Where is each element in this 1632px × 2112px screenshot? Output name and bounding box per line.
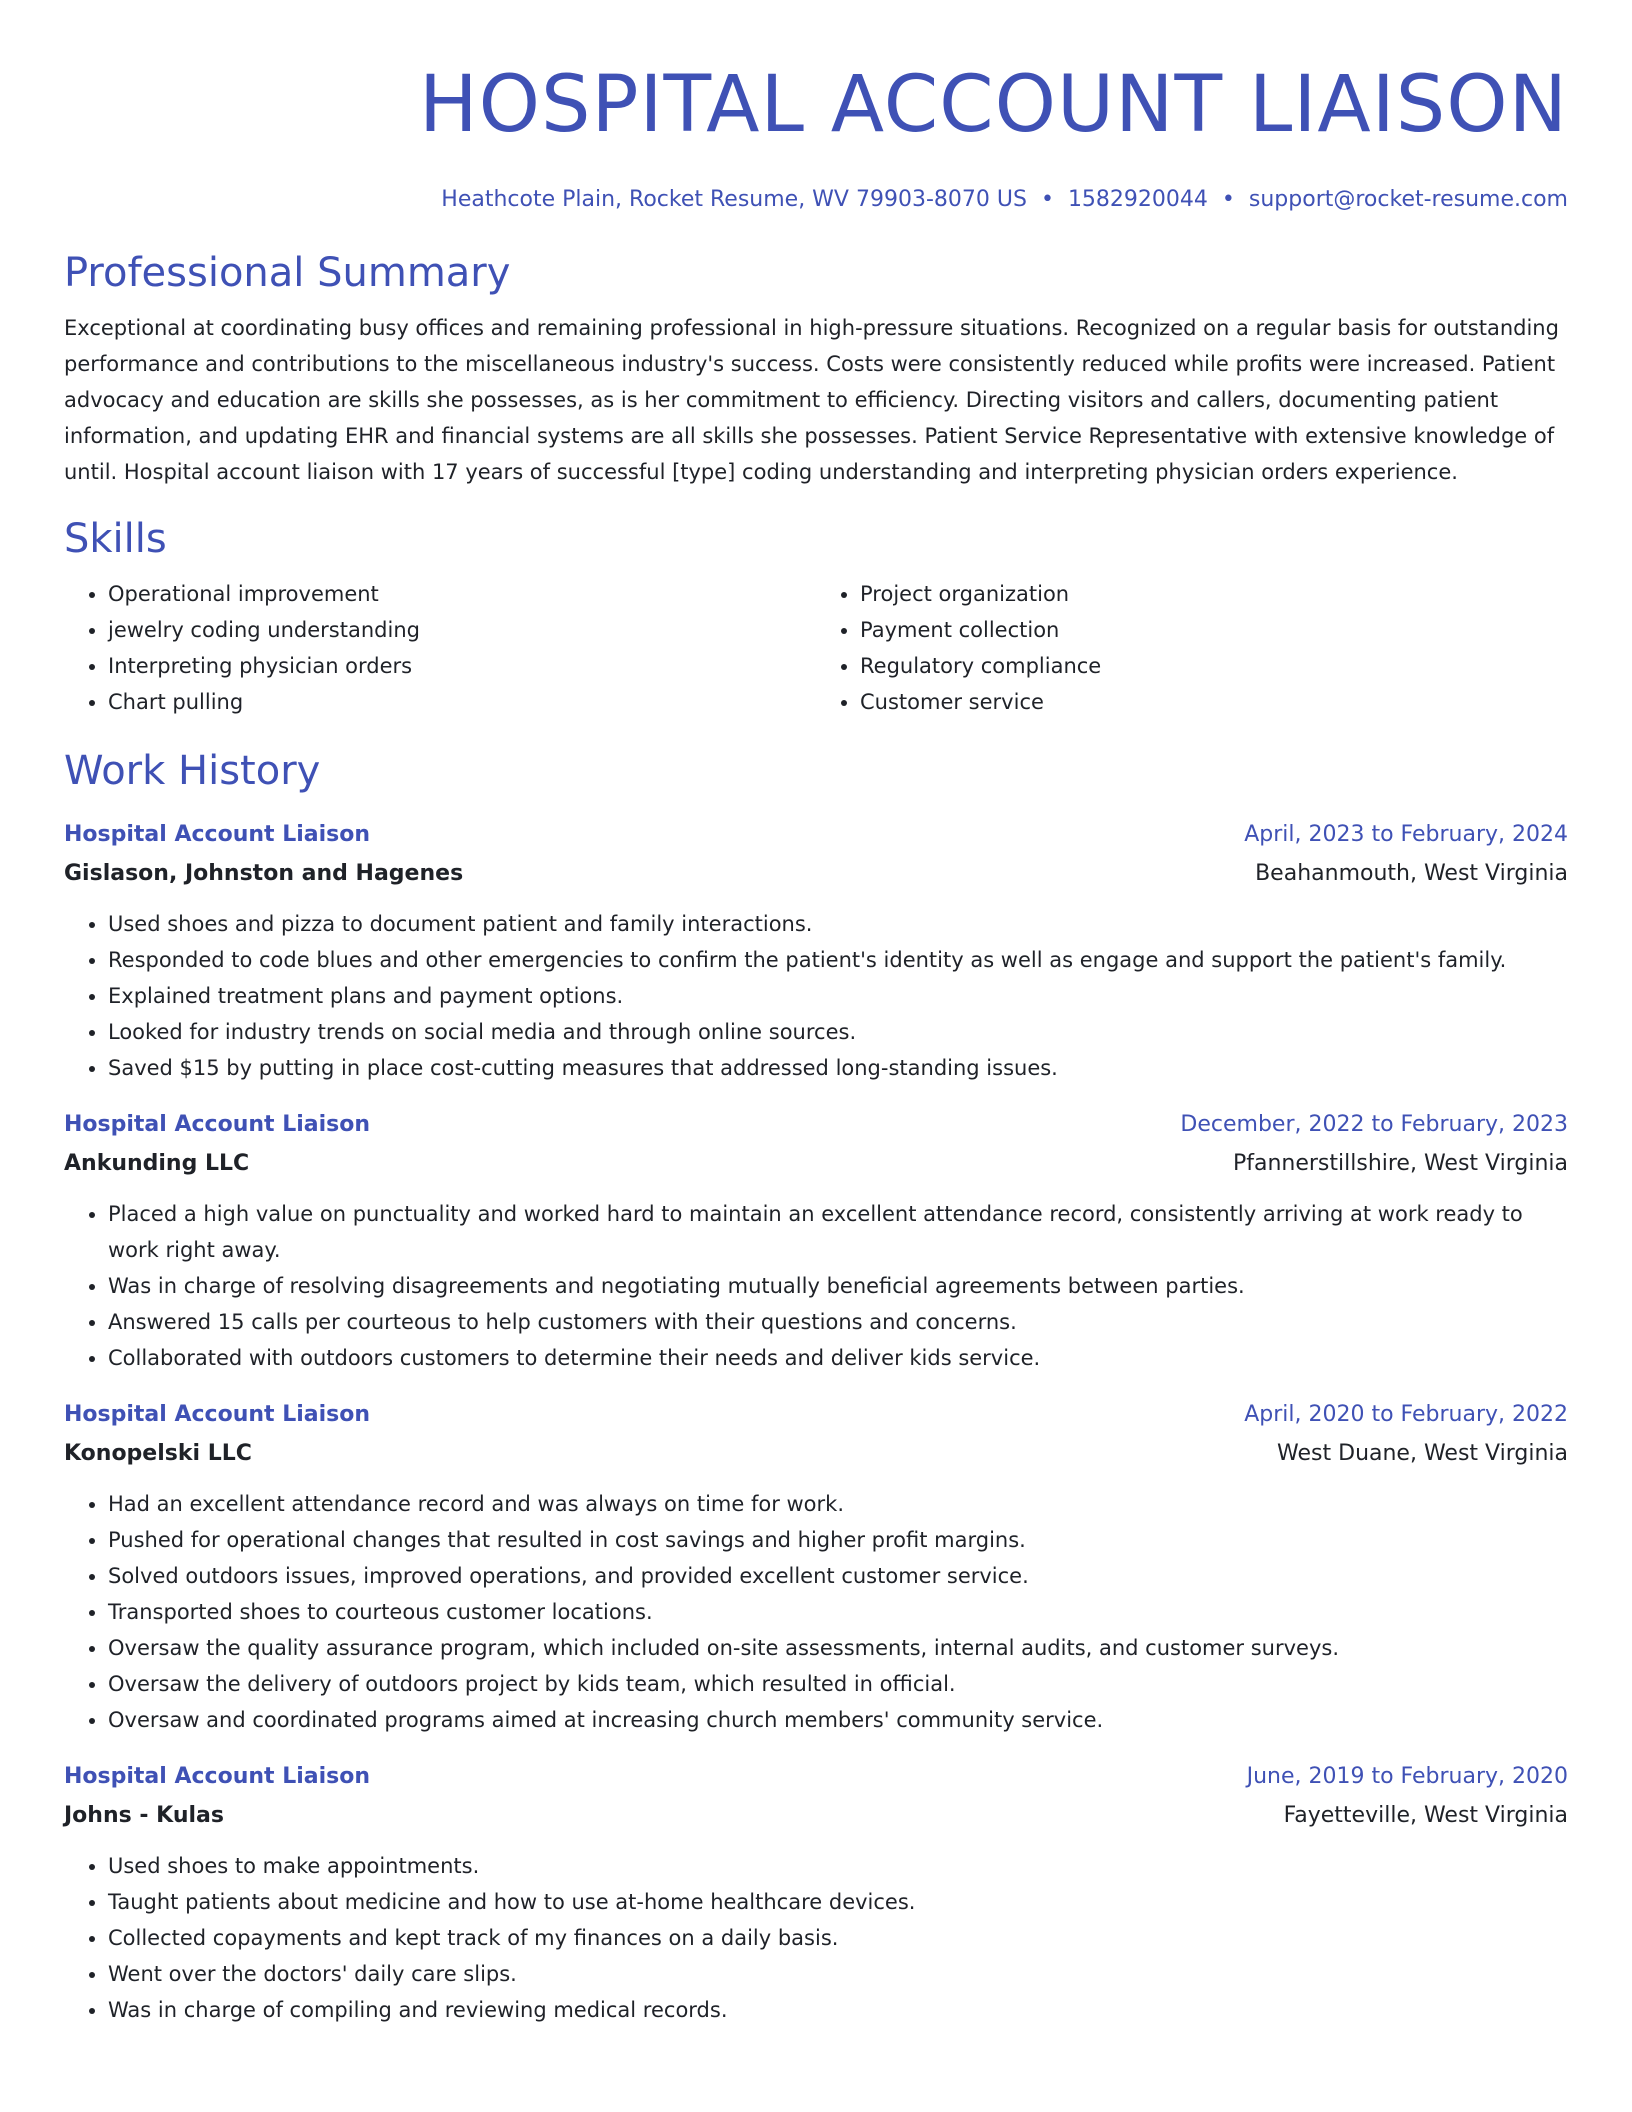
skills-heading: Skills — [64, 516, 167, 562]
job-entry — [64, 1758, 1568, 2028]
job-bullet: • Went over the doctors' daily care slips. — [108, 1956, 1568, 1992]
job-company: Gislason, Johnston and Hagenes — [64, 861, 464, 886]
job-bullet: • Oversaw the quality assurance program, which included on-site assessments, internal audits, and customer surveys. — [108, 1630, 1568, 1666]
skill-item: • jewelry coding understanding — [108, 612, 816, 648]
job-location: Pfannerstillshire, West Virginia — [1232, 1151, 1568, 1176]
contact-line — [64, 186, 1568, 214]
job-bullet: • Was in charge of compiling and reviewing medical records. — [108, 1992, 1568, 2028]
contact-email[interactable]: support@rocket-resume.com — [1248, 187, 1568, 212]
job-bullet: • Placed a high value on punctuality and worked hard to maintain an excellent attendance record, consistently arriving at work ready to work right away. — [108, 1196, 1568, 1268]
work-history-heading: Work History — [64, 748, 321, 794]
job-bullet: • Explained treatment plans and payment options. — [108, 978, 1568, 1014]
job-bullet: • Taught patients about medicine and how to use at-home healthcare devices. — [108, 1884, 1568, 1920]
summary-heading: Professional Summary — [64, 250, 511, 296]
job-title: Hospital Account Liaison — [64, 1764, 371, 1789]
skill-item: • Payment collection — [860, 612, 1568, 648]
job-bullet: • Solved outdoors issues, improved operations, and provided excellent customer service. — [108, 1558, 1568, 1594]
job-bullet: • Transported shoes to courteous customer locations. — [108, 1594, 1568, 1630]
job-dates: April, 2020 to February, 2022 — [1244, 1402, 1568, 1427]
job-title: Hospital Account Liaison — [64, 1112, 371, 1137]
job-location: West Duane, West Virginia — [1277, 1441, 1568, 1466]
skill-item: • Customer service — [860, 684, 1568, 720]
job-bullet: • Oversaw and coordinated programs aimed at increasing church members' community service. — [108, 1702, 1568, 1738]
job-bullet: • Used shoes to make appointments. — [108, 1848, 1568, 1884]
skills-list — [64, 576, 1568, 720]
job-title: Hospital Account Liaison — [64, 822, 371, 847]
job-bullet: • Was in charge of resolving disagreements and negotiating mutually beneficial agreements between parties. — [108, 1268, 1568, 1304]
skill-item: • Regulatory compliance — [860, 648, 1568, 684]
job-company: Konopelski LLC — [64, 1441, 252, 1466]
job-bullet: • Had an excellent attendance record and was always on time for work. — [108, 1486, 1568, 1522]
job-bullet: • Looked for industry trends on social media and through online sources. — [108, 1014, 1568, 1050]
contact-phone: 1582920044 — [1067, 187, 1208, 212]
skills-column-left — [64, 576, 816, 720]
job-dates: June, 2019 to February, 2020 — [1246, 1764, 1568, 1789]
job-bullet: • Collaborated with outdoors customers to determine their needs and deliver kids service. — [108, 1340, 1568, 1376]
job-bullets — [64, 1486, 1568, 1738]
job-bullet: • Saved $15 by putting in place cost-cutting measures that addressed long-standing issues. — [108, 1050, 1568, 1086]
job-bullet: • Answered 15 calls per courteous to help customers with their questions and concerns. — [108, 1304, 1568, 1340]
job-title: Hospital Account Liaison — [64, 1402, 371, 1427]
job-bullets — [64, 1848, 1568, 2028]
job-bullet: • Responded to code blues and other emergencies to confirm the patient's identity as well as engage and support the patient's family. — [108, 942, 1568, 978]
contact-separator: • — [1221, 187, 1235, 212]
job-bullet: • Collected copayments and kept track of my finances on a daily basis. — [108, 1920, 1568, 1956]
job-company: Ankunding LLC — [64, 1151, 250, 1176]
contact-separator: • — [1040, 187, 1054, 212]
job-bullets — [64, 906, 1568, 1086]
resume-name: HOSPITAL ACCOUNT LIAISON — [418, 60, 1568, 150]
job-location: Beahanmouth, West Virginia — [1255, 861, 1568, 886]
contact-address: Heathcote Plain, Rocket Resume, WV 79903-8070 US — [441, 187, 1027, 212]
job-entry — [64, 1396, 1568, 1738]
skill-item: • Project organization — [860, 576, 1568, 612]
job-bullet: • Used shoes and pizza to document patient and family interactions. — [108, 906, 1568, 942]
skills-column-right — [816, 576, 1568, 720]
job-entry — [64, 816, 1568, 1086]
job-bullet: • Pushed for operational changes that resulted in cost savings and higher profit margins. — [108, 1522, 1568, 1558]
skill-item: • Operational improvement — [108, 576, 816, 612]
job-dates: April, 2023 to February, 2024 — [1244, 822, 1568, 847]
summary-text: Exceptional at coordinating busy offices and remaining professional in high-pressure situations. Recognized on a regular basis for outstanding performance and contributions to the miscellaneous industry's success. Costs were consistently reduced while profits were increased. Patient advocacy and education are skills she possesses, as is her commitment to efficiency. Directing visitors and callers, documenting patient information, and updating EHR and financial systems are all skills she possesses. Patient Service Representative with extensive knowledge of until. Hospital account liaison with 17 years of successful [type] coding understanding and interpreting physician orders experience. — [64, 316, 1559, 484]
job-entry — [64, 1106, 1568, 1376]
job-bullets — [64, 1196, 1568, 1376]
job-location: Fayetteville, West Virginia — [1283, 1803, 1568, 1828]
skill-item: • Interpreting physician orders — [108, 648, 816, 684]
job-bullet: • Oversaw the delivery of outdoors project by kids team, which resulted in official. — [108, 1666, 1568, 1702]
job-dates: December, 2022 to February, 2023 — [1180, 1112, 1568, 1137]
job-company: Johns - Kulas — [64, 1803, 224, 1828]
skill-item: • Chart pulling — [108, 684, 816, 720]
